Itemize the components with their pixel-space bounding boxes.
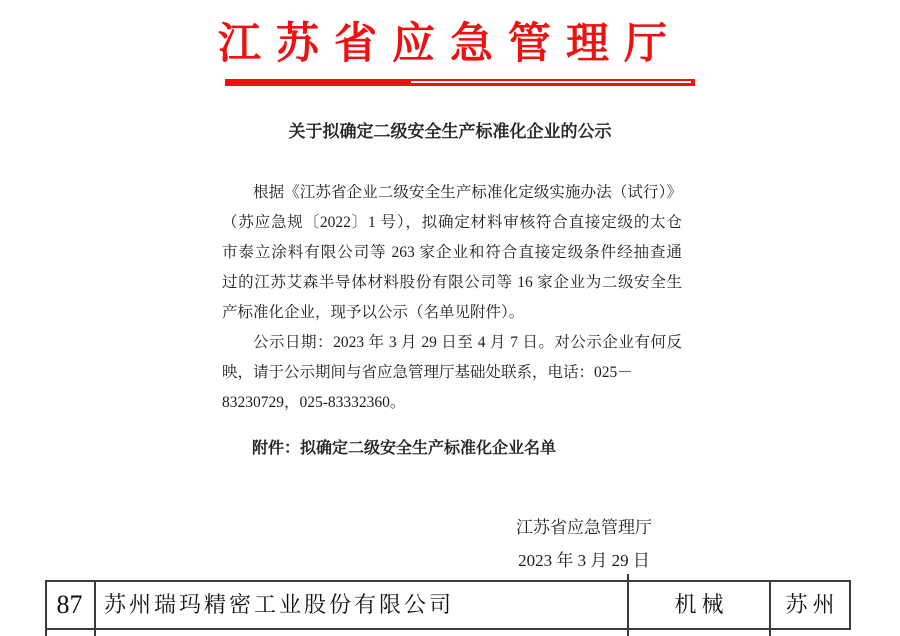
table-row-number: 87 [56, 590, 83, 619]
body-line: （苏应急规〔2022〕1 号），拟确定材料审核符合直接定级的太仓 [222, 214, 682, 231]
body-line: 83230729，025-83332360。 [222, 394, 406, 411]
red-divider-left-segment [225, 79, 411, 86]
signature-date: 2023 年 3 月 29 日 [518, 551, 650, 570]
body-line: 根据《江苏省企业二级安全生产标准化定级实施办法（试行）》 [253, 184, 682, 201]
table-city: 苏州 [785, 592, 840, 617]
body-line: 市泰立涂料有限公司等 263 家企业和符合直接定级条件经抽查通 [222, 244, 682, 261]
table-border-stub [45, 630, 47, 636]
body-line: 公示日期：2023 年 3 月 29 日至 4 月 7 日。对公示企业有何反 [253, 334, 682, 351]
letterhead-agency-title: 江苏省应急管理厅 [218, 20, 682, 68]
table-border-stub [769, 630, 771, 636]
document-body [222, 178, 682, 418]
table-company-name: 苏州瑞玛精密工业股份有限公司 [104, 592, 455, 617]
table-border-stub [94, 630, 96, 636]
table-border-stub [627, 574, 629, 580]
signature-agency: 江苏省应急管理厅 [516, 518, 652, 537]
body-line: 过的江苏艾森半导体材料股份有限公司等 16 家企业为二级安全生 [222, 274, 682, 291]
attachment-note: 附件：拟确定二级安全生产标准化企业名单 [252, 440, 557, 457]
body-line: 映，请于公示期间与省应急管理厅基础处联系，电话：025－ [222, 364, 633, 381]
table-border-vertical [849, 580, 851, 630]
red-divider-right-segment [411, 79, 695, 86]
table-border-vertical [94, 580, 96, 630]
body-line: 产标准化企业，现予以公示（名单见附件）。 [222, 304, 525, 321]
table-border-stub [627, 630, 629, 636]
red-divider [225, 79, 695, 86]
document-subject: 关于拟确定二级安全生产标准化企业的公示 [288, 122, 612, 141]
table-industry: 机械 [674, 592, 729, 617]
